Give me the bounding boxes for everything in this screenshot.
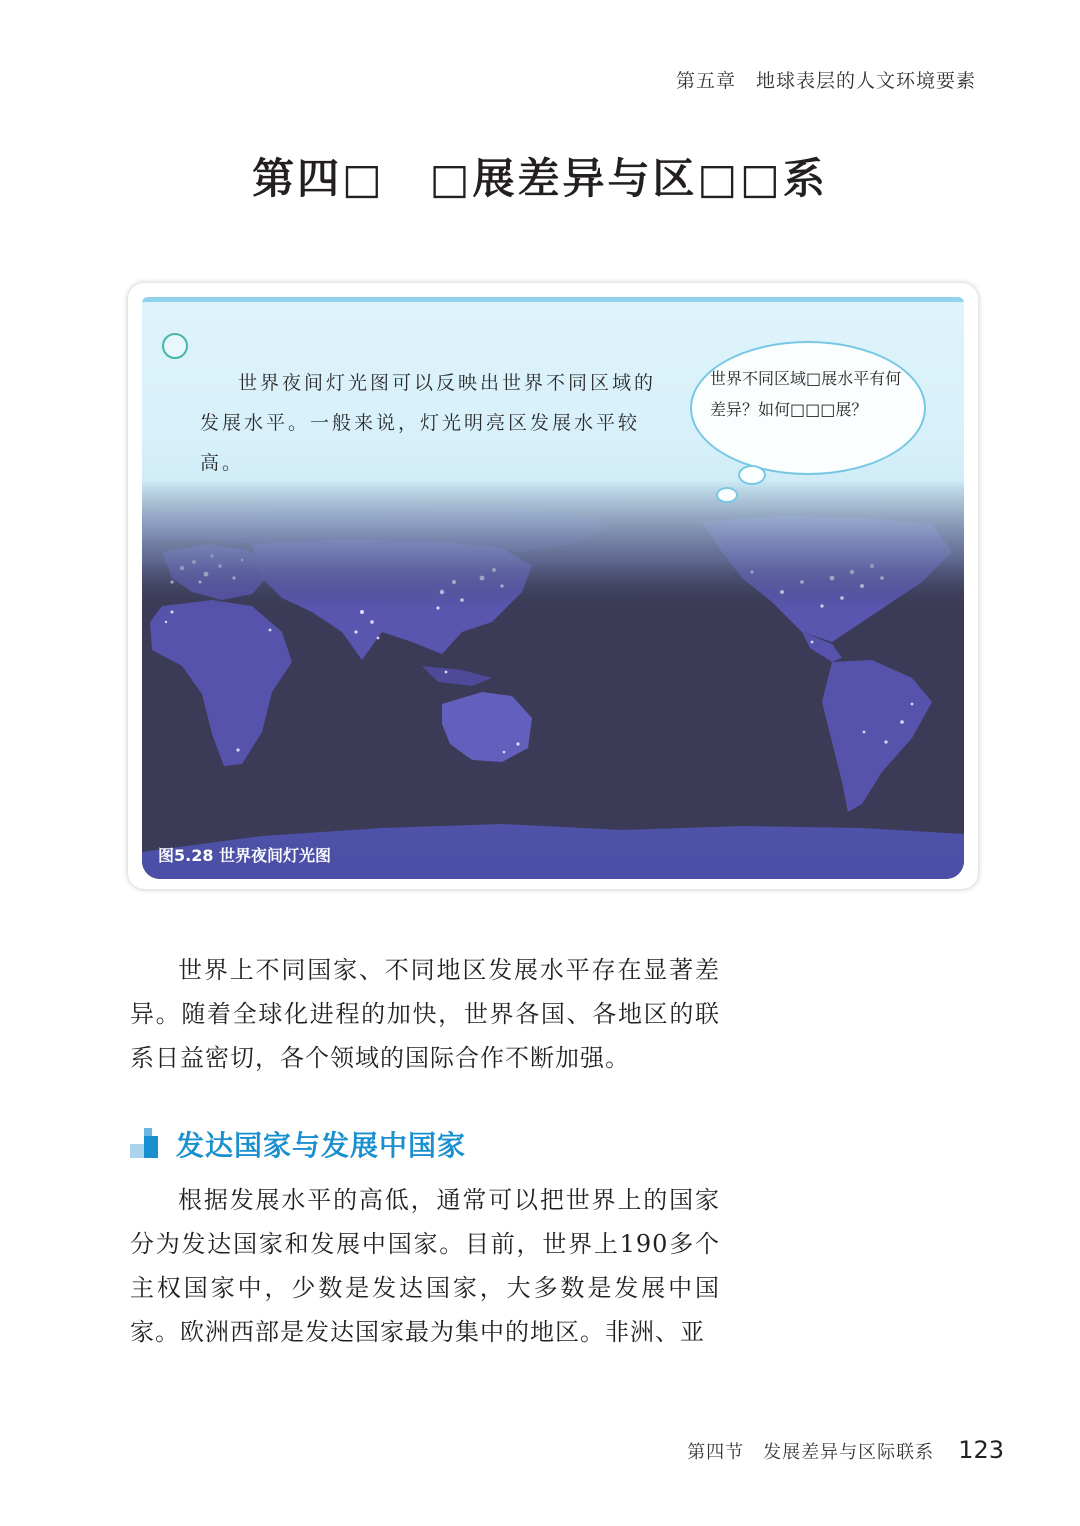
circle-marker [162, 333, 188, 359]
figure-panel [142, 297, 964, 879]
section-title: 第四□ □展差异与区□□系 [252, 154, 828, 203]
world-night-lights-map [142, 482, 964, 879]
figure-caption: 图5.28 世界夜间灯光图 [158, 846, 332, 865]
subheading [130, 1124, 466, 1164]
thought-bubble-dot [738, 465, 766, 485]
page-number: 123 [958, 1436, 1004, 1464]
body-paragraph-2: 根据发展水平的高低，通常可以把世界上的国家分为发达国家和发展中国家。目前，世界上190多个主权国家中，少数是发达国家，大多数是发展中国家。欧洲西部是发达国家最为集中的地区。非洲、亚 [130, 1186, 720, 1346]
page-footer [687, 1436, 1004, 1464]
figure-card [128, 283, 978, 889]
top-stripe [142, 297, 964, 302]
thought-bubble-dot-small [716, 487, 738, 503]
sky-fade [142, 482, 964, 879]
footer-section-title: 第四节 发展差异与区际联系 [687, 1442, 935, 1463]
thought-bubble-text: 世界不同区域□展水平有何差异？如何□□□展？ [710, 369, 902, 419]
subheading-text: 发达国家与发展中国家 [176, 1129, 467, 1162]
figure-intro-text: 世界夜间灯光图可以反映出世界不同区域的发展水平。一般来说，灯光明亮区发展水平较高。 [200, 372, 657, 474]
blocks-icon [130, 1128, 162, 1160]
running-head: 第五章 地球表层的人文环境要素 [675, 70, 976, 92]
body-paragraph-1: 世界上不同国家、不同地区发展水平存在显著差异。随着全球化进程的加快，世界各国、各地区的联系日益密切，各个领域的国际合作不断加强。 [130, 956, 720, 1072]
